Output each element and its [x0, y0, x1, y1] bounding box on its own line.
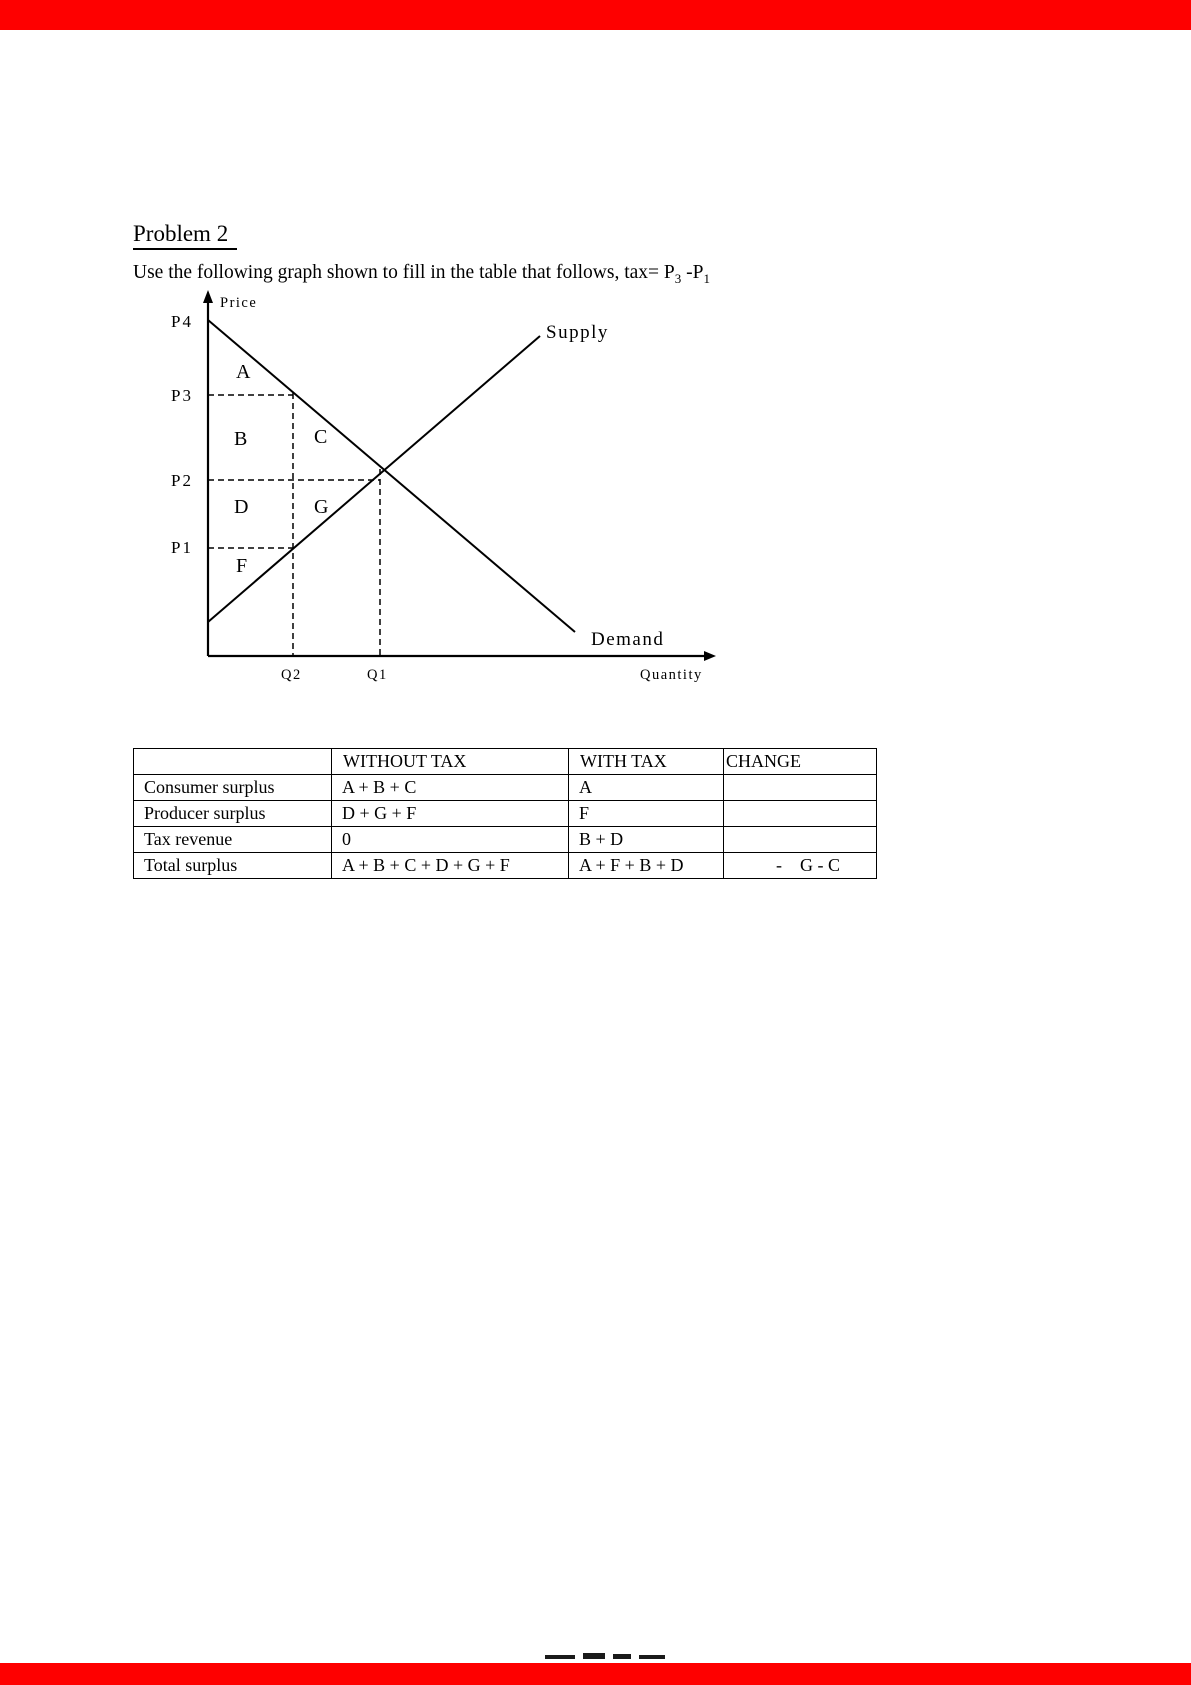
- subscript-p3: 3: [674, 270, 682, 286]
- header-blank: [134, 749, 332, 775]
- cell-total-surplus-change: - G - C: [724, 853, 877, 879]
- quantity-axis-label: Quantity: [640, 667, 703, 683]
- region-d-label: D: [234, 496, 249, 518]
- region-f-label: F: [236, 555, 248, 577]
- price-axis-label: Price: [220, 295, 258, 311]
- cell-producer-surplus-without-tax: D + G + F: [332, 801, 569, 827]
- row-label-tax-revenue: Tax revenue: [134, 827, 332, 853]
- cell-consumer-surplus-with-tax: A: [569, 775, 724, 801]
- cell-producer-surplus-change: [724, 801, 877, 827]
- bottom-red-banner: [0, 1663, 1191, 1685]
- cell-consumer-surplus-change: [724, 775, 877, 801]
- row-label-total-surplus: Total surplus: [134, 853, 332, 879]
- cell-producer-surplus-with-tax: F: [569, 801, 724, 827]
- table-row-total-surplus: [134, 853, 877, 879]
- p4-tick-label: P4: [171, 312, 193, 331]
- table-row-consumer-surplus: [134, 775, 877, 801]
- footer-artifact-mark: [545, 1655, 575, 1659]
- subscript-p1: 1: [703, 270, 710, 286]
- region-a-label: A: [236, 361, 251, 383]
- instruction-text: [133, 262, 710, 287]
- demand-line: [208, 320, 575, 632]
- region-c-label: C: [314, 426, 328, 448]
- header-with-tax: WITH TAX: [569, 749, 724, 775]
- top-red-banner: [0, 0, 1191, 30]
- cell-total-surplus-without-tax: A + B + C + D + G + F: [332, 853, 569, 879]
- footer-artifact-mark: [639, 1655, 665, 1659]
- footer-artifact-mark: [613, 1654, 631, 1659]
- demand-label: Demand: [591, 629, 665, 650]
- row-label-consumer-surplus: Consumer surplus: [134, 775, 332, 801]
- supply-demand-graph: [140, 285, 740, 695]
- cell-tax-revenue-with-tax: B + D: [569, 827, 724, 853]
- instruction-infix: -P: [681, 262, 704, 283]
- surplus-table: [133, 748, 877, 879]
- footer-artifact-mark: [583, 1653, 605, 1659]
- q1-tick-label: Q1: [367, 667, 388, 683]
- region-b-label: B: [234, 428, 248, 450]
- cell-consumer-surplus-without-tax: A + B + C: [332, 775, 569, 801]
- p2-tick-label: P2: [171, 471, 193, 490]
- header-change: CHANGE: [724, 749, 877, 775]
- table-row-tax-revenue: [134, 827, 877, 853]
- problem-heading-text: Problem 2: [133, 221, 237, 250]
- cell-tax-revenue-change: [724, 827, 877, 853]
- p1-tick-label: P1: [171, 538, 193, 557]
- quantity-axis-arrow: [704, 651, 716, 661]
- table-header-row: [134, 749, 877, 775]
- footer-artifact: [545, 1653, 665, 1659]
- instruction-prefix: Use the following graph shown to fill in the table that follows, tax= P: [133, 262, 675, 283]
- p3-tick-label: P3: [171, 386, 193, 405]
- supply-line: [208, 336, 540, 622]
- table-row-producer-surplus: [134, 801, 877, 827]
- problem-heading: [133, 221, 237, 250]
- region-g-label: G: [314, 496, 329, 518]
- price-axis-arrow: [203, 290, 213, 303]
- cell-tax-revenue-without-tax: 0: [332, 827, 569, 853]
- supply-label: Supply: [546, 322, 609, 343]
- q2-tick-label: Q2: [281, 667, 302, 683]
- row-label-producer-surplus: Producer surplus: [134, 801, 332, 827]
- cell-total-surplus-with-tax: A + F + B + D: [569, 853, 724, 879]
- header-without-tax: WITHOUT TAX: [332, 749, 569, 775]
